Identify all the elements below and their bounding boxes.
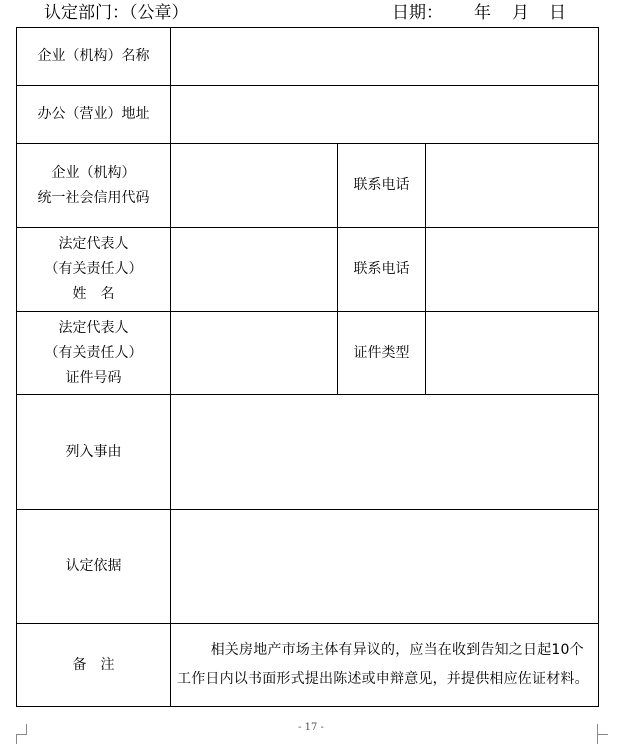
- phone-label-2: 联系电话: [338, 228, 426, 312]
- rep-name-label-line3: 姓 名: [72, 286, 115, 302]
- form-header: [0, 0, 622, 26]
- rep-id-label-line3: 证件号码: [65, 369, 122, 386]
- row-remark: [17, 624, 599, 707]
- rep-id-field[interactable]: [171, 312, 338, 395]
- rep-id-label: [17, 312, 171, 395]
- rep-name-label-line1: 法定代表人: [58, 236, 129, 252]
- office-address-field[interactable]: [171, 86, 599, 144]
- basis-field[interactable]: [171, 510, 599, 624]
- row-listing-reason: [17, 395, 599, 510]
- department-seal-label: 认定部门：（公章）: [44, 3, 189, 23]
- rep-name-label: [17, 228, 171, 312]
- rep-name-label-line2: （有关责任人）: [44, 261, 143, 277]
- page-number: - 17 -: [298, 722, 324, 733]
- row-org-name: [17, 28, 599, 86]
- remark-text: 相关房地产市场主体有异议的，应当在收到告知之日起10个工作日内以书面形式提出陈述或申辩意见，并提供相应佐证材料。: [171, 624, 599, 707]
- page-corner-tick-right: [597, 734, 608, 744]
- basis-label: 认定依据: [17, 510, 171, 624]
- listing-reason-label: 列入事由: [17, 395, 171, 510]
- org-name-field[interactable]: [171, 28, 599, 86]
- date-month-label: 月: [512, 3, 529, 23]
- rep-id-label-line2: （有关责任人）: [44, 344, 143, 361]
- org-name-label: 企业（机构）名称: [17, 28, 171, 86]
- date-day-label: 日: [549, 3, 566, 23]
- credit-code-field[interactable]: [171, 144, 338, 228]
- row-basis: [17, 510, 599, 624]
- credit-code-label: [17, 144, 171, 228]
- page-corner-tick-left: [6, 734, 17, 744]
- credit-code-label-line1: 企业（机构）: [51, 164, 136, 181]
- row-rep-name: [17, 228, 599, 312]
- id-type-label: 证件类型: [338, 312, 426, 395]
- listing-reason-field[interactable]: [171, 395, 599, 510]
- row-office-address: [17, 86, 599, 144]
- phone-label-1: 联系电话: [338, 144, 426, 228]
- rep-name-field[interactable]: [171, 228, 338, 312]
- row-credit-code: [17, 144, 599, 228]
- phone-field-2[interactable]: [426, 228, 599, 312]
- id-type-field[interactable]: [426, 312, 599, 395]
- credit-code-label-line2: 统一社会信用代码: [37, 189, 150, 206]
- rep-id-label-line1: 法定代表人: [58, 319, 129, 336]
- date-year-label: 年: [474, 3, 491, 23]
- office-address-label: 办公（营业）地址: [17, 86, 171, 144]
- identification-form-table: [16, 27, 599, 707]
- date-label: 日期：: [392, 3, 443, 23]
- phone-field-1[interactable]: [426, 144, 599, 228]
- row-rep-id: [17, 312, 599, 395]
- remark-label: 备 注: [17, 624, 171, 707]
